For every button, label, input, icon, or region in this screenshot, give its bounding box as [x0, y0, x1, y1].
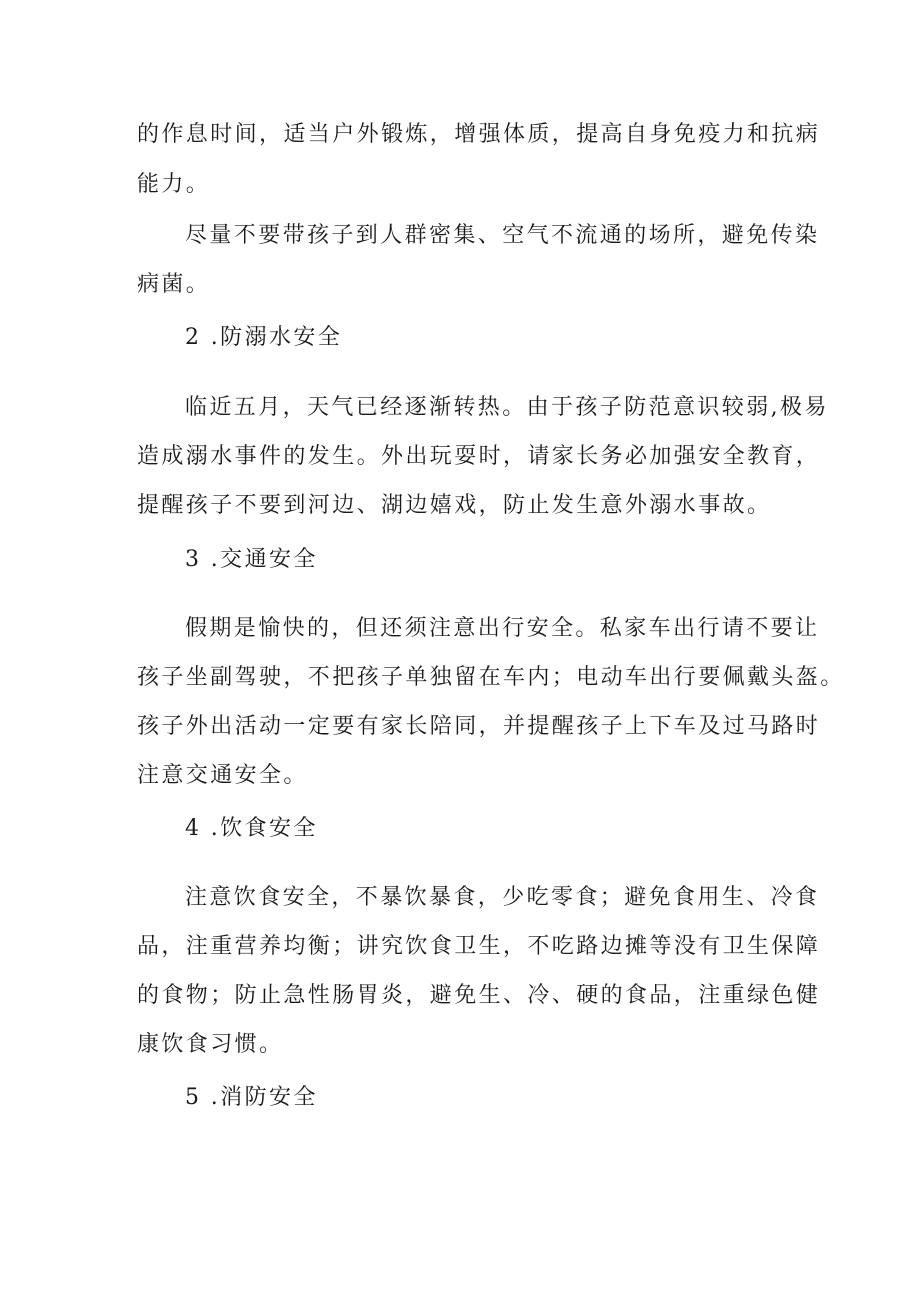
paragraph-line: 注意饮食安全，不暴饮暴食，少吃零食；避免食用生、冷食 [185, 885, 820, 910]
paragraph-line: 注意交通安全。 [137, 763, 308, 788]
paragraph-line: 孩子外出活动一定要有家长陪同，并提醒孩子上下车及过马路时 [137, 714, 821, 739]
section-heading-drowning: 2 .防溺水安全 [185, 325, 343, 350]
paragraph-line: 尽量不要带孩子到人群密集、空气不流通的场所，避免传染 [185, 223, 820, 248]
paragraph-line: 康饮食习惯。 [137, 1032, 284, 1057]
paragraph-line: 提醒孩子不要到河边、湖边嬉戏，防止发生意外溺水事故。 [137, 493, 772, 518]
paragraph-line: 病菌。 [137, 272, 211, 297]
paragraph-line: 的作息时间，适当户外锻炼，增强体质，提高自身免疫力和抗病 [137, 122, 821, 147]
paragraph-line: 品，注重营养均衡；讲究饮食卫生，不吃路边摊等没有卫生保障 [137, 934, 821, 959]
paragraph-line: 能力。 [137, 172, 211, 197]
section-heading-traffic: 3 .交通安全 [185, 547, 318, 572]
paragraph-line: 造成溺水事件的发生。外出玩耍时，请家长务必加强安全教育， [137, 444, 821, 469]
paragraph-line: 的食物；防止急性肠胃炎，避免生、冷、硬的食品，注重绿色健 [137, 983, 821, 1008]
section-heading-fire: 5 .消防安全 [185, 1085, 318, 1110]
paragraph-line: 假期是愉快的，但还须注意出行安全。私家车出行请不要让 [185, 616, 820, 641]
paragraph-line: 临近五月，天气已经逐渐转热。由于孩子防范意识较弱,极易 [185, 395, 829, 420]
section-heading-food: 4 .饮食安全 [185, 816, 318, 841]
paragraph-line: 孩子坐副驾驶，不把孩子单独留在车内；电动车出行要佩戴头盔。 [137, 665, 845, 690]
